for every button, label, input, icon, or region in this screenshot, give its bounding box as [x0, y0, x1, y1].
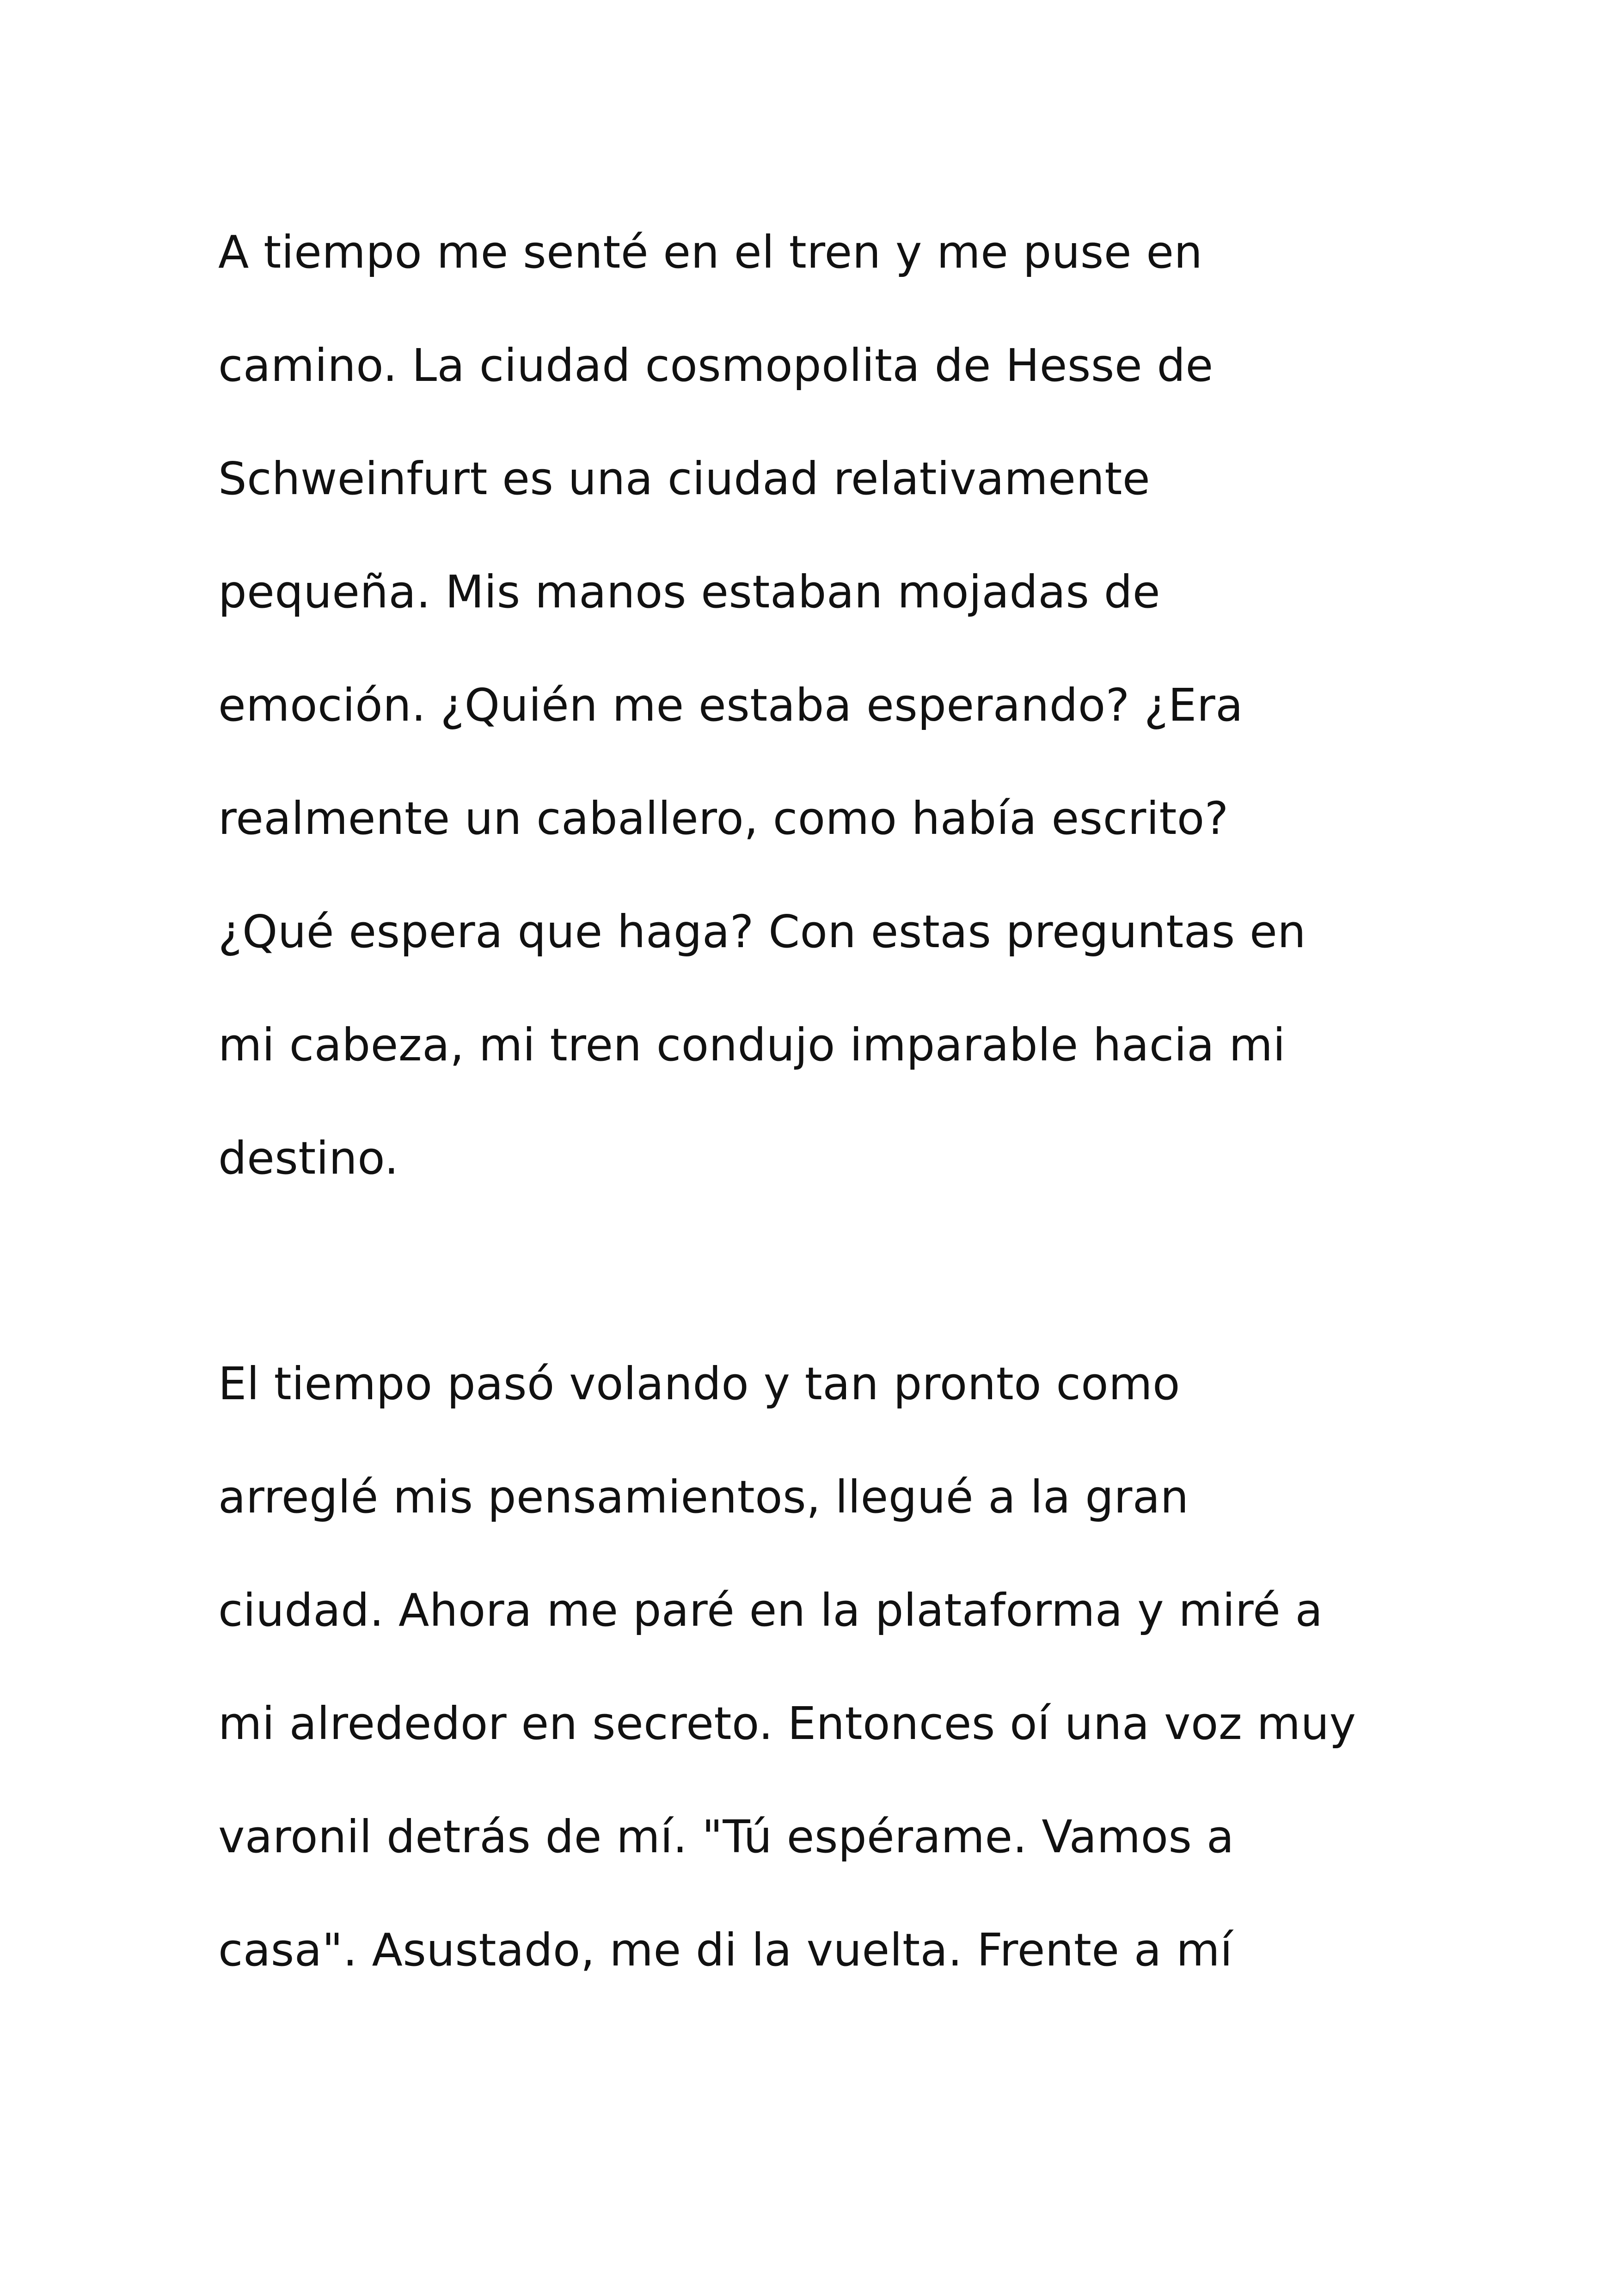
text-line: ciudad. Ahora me paré en la plataforma y miré a: [218, 1584, 1323, 1636]
text-line: emoción. ¿Quién me estaba esperando? ¿Era: [218, 679, 1244, 731]
text-line: pequeña. Mis manos estaban mojadas de: [218, 566, 1161, 618]
text-line: mi cabeza, mi tren condujo imparable hacia mi: [218, 1019, 1286, 1071]
text-line: A tiempo me senté en el tren y me puse en: [218, 226, 1203, 278]
text-line: camino. La ciudad cosmopolita de Hesse de: [218, 339, 1214, 392]
text-line: ¿Qué espera que haga? Con estas preguntas en: [218, 906, 1306, 958]
text-line: El tiempo pasó volando y tan pronto como: [218, 1358, 1180, 1410]
text-line: destino.: [218, 1132, 399, 1184]
text-line: Schweinfurt es una ciudad relativamente: [218, 453, 1151, 505]
text-line: realmente un caballero, como había escrito?: [218, 792, 1229, 845]
text-line: mi alrededor en secreto. Entonces oí una voz muy: [218, 1697, 1356, 1750]
text-line: arreglé mis pensamientos, llegué a la gran: [218, 1471, 1189, 1523]
text-line: casa". Asustado, me di la vuelta. Frente a mí: [218, 1924, 1233, 1976]
text-line: varonil detrás de mí. "Tú espérame. Vamos a: [218, 1811, 1234, 1863]
